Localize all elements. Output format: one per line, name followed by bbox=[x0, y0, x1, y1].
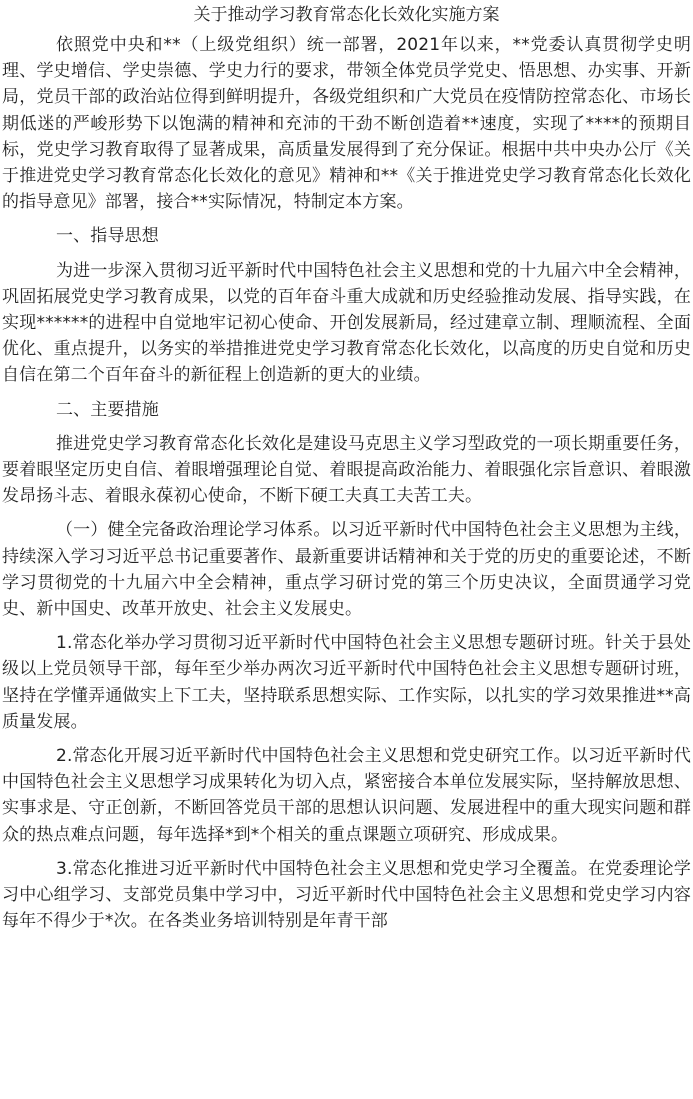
item-2-paragraph: 2.常态化开展习近平新时代中国特色社会主义思想和党史研究工作。以习近平新时代中国特色社会主义思想学习成果转化为切入点，紧密接合本单位发展实际，坚持解放思想、实事求是、守正创新，不断回答党员干部的思想认识问题、发展进程中的重大现实问题和群众的热点难点问题，每年选择*到*个相关的重点课题立项研究、形成成果。 bbox=[2, 746, 691, 845]
main-measures-paragraph: 推进党史学习教育常态化长效化是建设马克思主义学习型政党的一项长期重要任务，要着眼坚定历史自信、着眼增强理论自觉、着眼提高政治能力、着眼强化宗旨意识、着眼激发昂扬斗志、着眼永葆初心使命，不断下硬工夫真工夫苦工夫。 bbox=[2, 433, 691, 507]
section-heading-main-measures: 二、主要措施 bbox=[56, 399, 159, 420]
item-3-paragraph: 3.常态化推进习近平新时代中国特色社会主义思想和党史学习全覆盖。在党委理论学习中心组学习、支部党员集中学习中，习近平新时代中国特色社会主义思想和党史学习内容每年不得少于*次。在各类业务培训特别是年青干部 bbox=[2, 858, 691, 932]
document-page bbox=[0, 2, 693, 1099]
item-1-paragraph: 1.常态化举办学习贯彻习近平新时代中国特色社会主义思想专题研讨班。针关于县处级以上党员领导干部，每年至少举办两次习近平新时代中国特色社会主义思想专题研讨班，坚持在学懂弄通做实上下工夫，坚持联系思想实际、工作实际，以扎实的学习效果推进**高质量发展。 bbox=[2, 633, 691, 732]
guiding-thought-paragraph: 为进一步深入贯彻习近平新时代中国特色社会主义思想和党的十九届六中全会精神，巩固拓展党史学习教育成果，以党的百年奋斗重大成就和历史经验推动发展、指导实践，在实现******的进程中自觉地牢记初心使命、开创发展新局，经过建章立制、理顺流程、全面优化、重点提升，以务实的举措推进党史学习教育常态化长效化，以高度的历史自觉和历史自信在第二个百年奋斗的新征程上创造新的更大的业绩。 bbox=[2, 260, 691, 386]
subsection-theory-system-paragraph: （一）健全完备政治理论学习体系。以习近平新时代中国特色社会主义思想为主线，持续深入学习习近平总书记重要著作、最新重要讲话精神和关于党的历史的重要论述，不断学习贯彻党的十九届六中全会精神，重点学习研讨党的第三个历史决议，全面贯通学习党史、新中国史、改革开放史、社会主义发展史。 bbox=[2, 520, 691, 620]
intro-paragraph: 依照党中央和**（上级党组织）统一部署，2021年以来，**党委认真贯彻学史明理、学史增信、学史崇德、学史力行的要求，带领全体党员学党史、悟思想、办实事、开新局，党员干部的政治站位得到鲜明提升，各级党组织和广大党员在疫情防控常态化、市场长期低迷的严峻形势下以饱满的精神和充沛的干劲不断创造着**速度，实现了****的预期目标，党史学习教育取得了显著成果，高质量发展得到了充分保证。根据中共中央办公厅《关于推进党史学习教育常态化长效化的意见》精神和**《关于推进党史学习教育常态化长效化的指导意见》部署，接合**实际情况，特制定本方案。 bbox=[2, 35, 691, 213]
section-heading-guiding-thought: 一、指导思想 bbox=[56, 226, 159, 247]
document-title: 关于推动学习教育常态化长效化实施方案 bbox=[193, 5, 500, 25]
